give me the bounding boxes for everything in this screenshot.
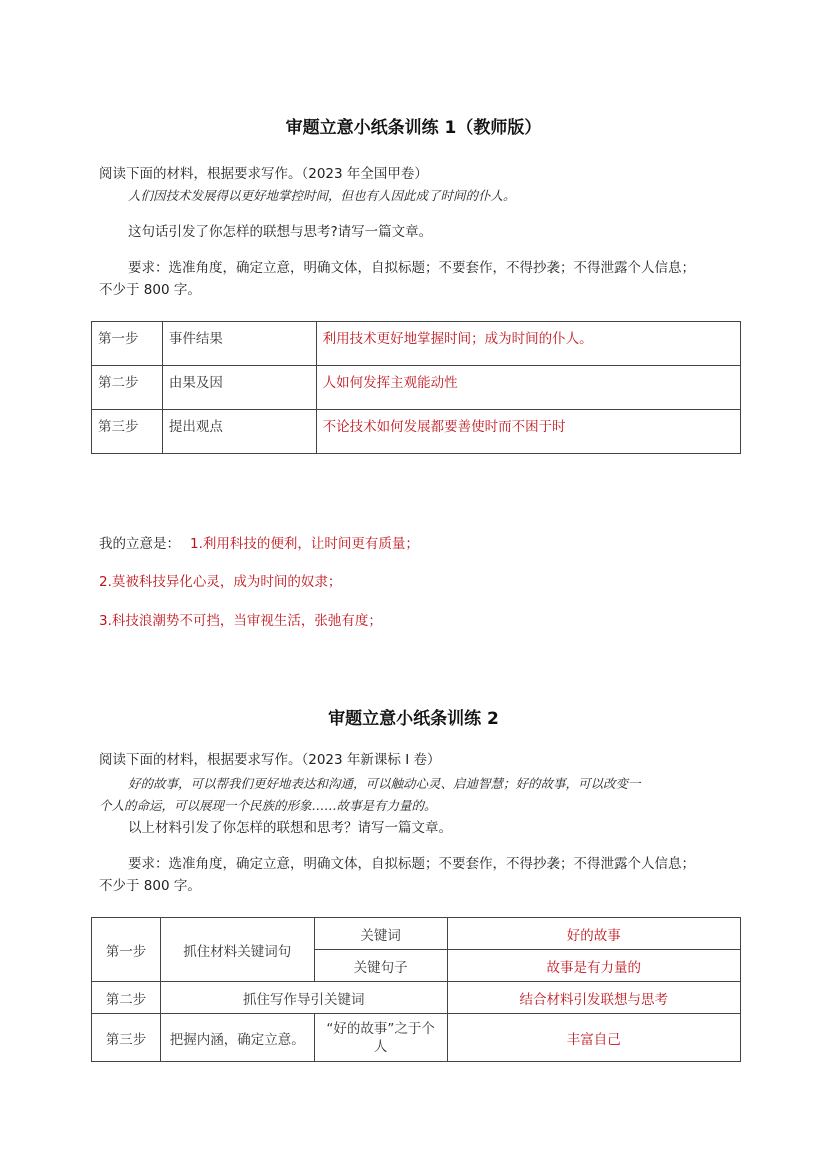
- answer-cell: 利用技术更好地掌握时间；成为时间的仆人。: [316, 322, 740, 366]
- section1-table: [91, 321, 741, 454]
- table-row: [92, 410, 741, 454]
- section2-intro: 阅读下面的材料，根据要求写作。（2023 年新课标 I 卷）: [99, 752, 441, 768]
- step-cell: 第一步: [92, 918, 161, 982]
- table-row: [92, 366, 741, 410]
- label-cell: 事件结果: [162, 322, 316, 366]
- key-cell: “好的故事”之于个人: [314, 1014, 447, 1062]
- section1-prompt: 这句话引发了你怎样的联想与思考?请写一篇文章。: [128, 224, 433, 240]
- section1-requirement: 要求：选准角度，确定立意，明确文体，自拟标题；不要套作，不得抄袭；不得泄露个人信息；: [128, 260, 695, 276]
- step-cell: 第二步: [92, 982, 161, 1014]
- table-row: [92, 918, 741, 950]
- key-cell: 关键词: [314, 918, 447, 950]
- section2-requirement-cont: 不少于 800 字。: [99, 878, 201, 894]
- my-idea-label: 我的立意是：: [99, 536, 180, 552]
- answer-cell: 人如何发挥主观能动性: [316, 366, 740, 410]
- table-row: [92, 1014, 741, 1062]
- idea-item: 1.利用科技的便利，让时间更有质量；: [190, 536, 419, 552]
- table-row: [92, 322, 741, 366]
- label-cell: 把握内涵，确定立意。: [160, 1014, 314, 1062]
- section2-quote-cont: 个人的命运，可以展现一个民族的形象……故事是有力量的。: [99, 798, 437, 813]
- idea-item: 3.科技浪潮势不可挡，当审视生活，张弛有度；: [99, 613, 382, 629]
- step-cell: 第二步: [92, 366, 163, 410]
- section1-title: 审题立意小纸条训练 1（教师版）: [285, 118, 542, 138]
- section2-prompt: 以上材料引发了你怎样的联想和思考？请写一篇文章。: [128, 820, 452, 836]
- section1-requirement-cont: 不少于 800 字。: [99, 282, 201, 298]
- label-cell: 抓住材料关键词句: [160, 918, 314, 982]
- step-cell: 第三步: [92, 1014, 161, 1062]
- answer-cell: 不论技术如何发展都要善使时而不困于时: [316, 410, 740, 454]
- step-cell: 第一步: [92, 322, 163, 366]
- label-cell: 提出观点: [162, 410, 316, 454]
- key-cell: 关键句子: [314, 950, 447, 982]
- answer-cell: 好的故事: [447, 918, 741, 950]
- table-row: [92, 982, 741, 1014]
- answer-cell: 结合材料引发联想与思考: [447, 982, 741, 1014]
- answer-cell: 丰富自己: [447, 1014, 741, 1062]
- section2-title: 审题立意小纸条训练 2: [328, 709, 499, 729]
- label-cell: 由果及因: [162, 366, 316, 410]
- idea-item: 2.莫被科技异化心灵，成为时间的奴隶；: [99, 574, 342, 590]
- my-idea-row: [99, 534, 419, 554]
- section1-intro: 阅读下面的材料，根据要求写作。（2023 年全国甲卷）: [99, 166, 428, 182]
- answer-cell: 故事是有力量的: [447, 950, 741, 982]
- step-cell: 第三步: [92, 410, 163, 454]
- section1-quote: 人们因技术发展得以更好地掌控时间，但也有人因此成了时间的仆人。: [128, 188, 516, 203]
- label-cell: 抓住写作导引关键词: [160, 982, 447, 1014]
- section2-quote: 好的故事，可以帮我们更好地表达和沟通，可以触动心灵、启迪智慧；好的故事，可以改变一: [128, 776, 641, 791]
- section2-table: [91, 917, 741, 1062]
- section2-requirement: 要求：选准角度，确定立意，明确文体，自拟标题；不要套作，不得抄袭；不得泄露个人信息；: [128, 856, 695, 872]
